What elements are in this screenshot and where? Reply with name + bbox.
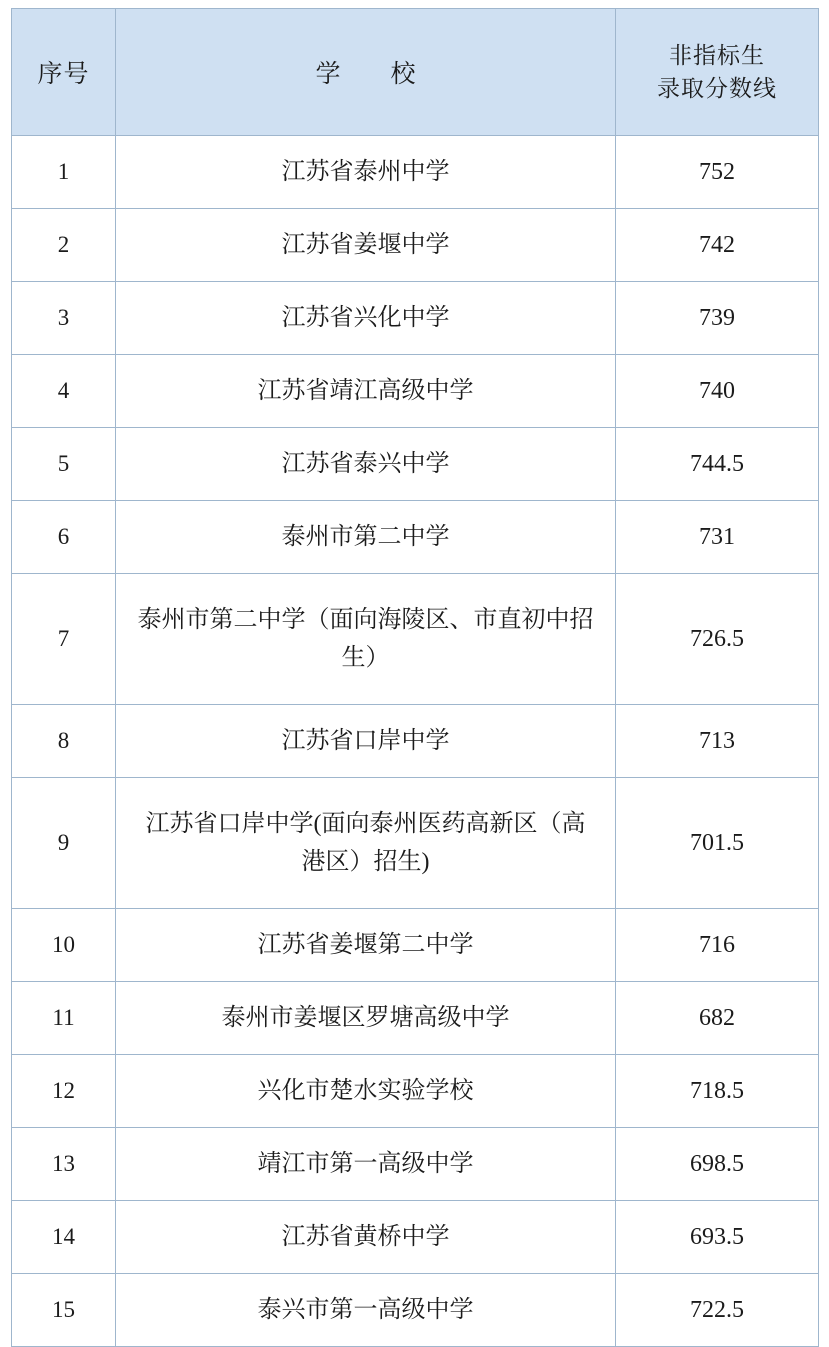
cell-school-name: 江苏省口岸中学(面向泰州医药高新区（高港区）招生) <box>116 778 616 909</box>
cell-index: 4 <box>12 355 116 428</box>
column-header-index: 序号 <box>12 9 116 136</box>
cell-index: 12 <box>12 1055 116 1128</box>
cell-school-name: 江苏省口岸中学 <box>116 705 616 778</box>
cell-index: 9 <box>12 778 116 909</box>
cell-score: 742 <box>616 209 819 282</box>
table-header <box>12 9 819 136</box>
cell-score: 731 <box>616 501 819 574</box>
cell-score: 726.5 <box>616 574 819 705</box>
table-row <box>12 355 819 428</box>
cell-score: 716 <box>616 909 819 982</box>
admission-score-table <box>11 8 819 1347</box>
column-header-school-char1: 学 <box>315 61 341 88</box>
cell-school-name: 泰兴市第一高级中学 <box>116 1274 616 1347</box>
cell-school-name: 泰州市第二中学 <box>116 501 616 574</box>
cell-index: 14 <box>12 1201 116 1274</box>
table-body <box>12 136 819 1347</box>
cell-index: 10 <box>12 909 116 982</box>
table-row <box>12 574 819 705</box>
cell-score: 718.5 <box>616 1055 819 1128</box>
cell-school-name: 江苏省姜堰中学 <box>116 209 616 282</box>
table-row <box>12 909 819 982</box>
table-row <box>12 1128 819 1201</box>
cell-index: 2 <box>12 209 116 282</box>
cell-index: 15 <box>12 1274 116 1347</box>
cell-index: 7 <box>12 574 116 705</box>
cell-school-name: 靖江市第一高级中学 <box>116 1128 616 1201</box>
cell-school-name: 江苏省姜堰第二中学 <box>116 909 616 982</box>
table-row <box>12 1274 819 1347</box>
cell-index: 8 <box>12 705 116 778</box>
cell-index: 3 <box>12 282 116 355</box>
cell-school-name: 泰州市第二中学（面向海陵区、市直初中招生） <box>116 574 616 705</box>
table-row <box>12 282 819 355</box>
cell-school-name: 江苏省靖江高级中学 <box>116 355 616 428</box>
table-row <box>12 428 819 501</box>
cell-score: 722.5 <box>616 1274 819 1347</box>
cell-score: 698.5 <box>616 1128 819 1201</box>
table-header-row <box>12 9 819 136</box>
cell-score: 744.5 <box>616 428 819 501</box>
cell-index: 6 <box>12 501 116 574</box>
column-header-score-line1: 非指标生 <box>669 42 765 68</box>
column-header-score <box>616 9 819 136</box>
cell-index: 13 <box>12 1128 116 1201</box>
cell-score: 682 <box>616 982 819 1055</box>
column-header-school-char2: 校 <box>390 61 416 88</box>
cell-school-name: 江苏省泰州中学 <box>116 136 616 209</box>
column-header-score-line2: 录取分数线 <box>657 76 777 101</box>
cell-score: 701.5 <box>616 778 819 909</box>
cell-score: 693.5 <box>616 1201 819 1274</box>
cell-school-name: 兴化市楚水实验学校 <box>116 1055 616 1128</box>
cell-score: 740 <box>616 355 819 428</box>
cell-school-name: 江苏省黄桥中学 <box>116 1201 616 1274</box>
table-row <box>12 705 819 778</box>
cell-school-name: 江苏省兴化中学 <box>116 282 616 355</box>
cell-score: 713 <box>616 705 819 778</box>
table-row <box>12 209 819 282</box>
table-row <box>12 136 819 209</box>
cell-index: 5 <box>12 428 116 501</box>
table-row <box>12 778 819 909</box>
column-header-school <box>116 9 616 136</box>
cell-school-name: 泰州市姜堰区罗塘高级中学 <box>116 982 616 1055</box>
table-row <box>12 1201 819 1274</box>
cell-index: 11 <box>12 982 116 1055</box>
cell-index: 1 <box>12 136 116 209</box>
cell-school-name: 江苏省泰兴中学 <box>116 428 616 501</box>
cell-score: 752 <box>616 136 819 209</box>
table-row <box>12 1055 819 1128</box>
table-row <box>12 501 819 574</box>
table-row <box>12 982 819 1055</box>
cell-score: 739 <box>616 282 819 355</box>
